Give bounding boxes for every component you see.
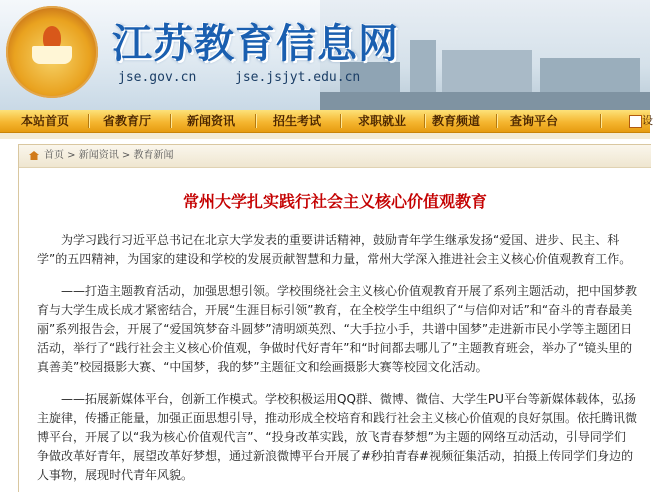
site-domain-secondary: jse.jsjyt.edu.cn [235, 70, 361, 85]
breadcrumb-text[interactable]: 首页 > 新闻资讯 > 教育新闻 [44, 150, 174, 161]
article-paragraph: 为学习践行习近平总书记在北京大学发表的重要讲话精神，鼓励青年学生继承发扬“爱国、进步、民主、科学”的五四精神，为国家的建设和学校的发展贡献智慧和力量，常州大学深入推进社会主义核心价值观教育工作。 [37, 233, 632, 266]
set-homepage-link[interactable]: 设 [626, 110, 650, 132]
breadcrumb [19, 145, 651, 168]
nav-item-news[interactable]: 新闻资讯 [186, 114, 235, 128]
nav-shadow-strip [0, 133, 650, 139]
nav-item-admissions[interactable]: 招生考试 [272, 114, 321, 128]
nav-item-jobs[interactable]: 求职就业 [357, 114, 406, 128]
article-paragraph: ——打造主题教育活动，加强思想引领。学校围绕社会主义核心价值观教育开展了系列主题活动，把中国梦教育与大学生成长成才紧密结合，开展“生涯目标引领”教育，在全校学生中组织了“与信仰对话”和“奋斗的青春最美丽”系列报告会，开展了“爱国筑梦奋斗圆梦”清明颂英烈、“大手拉小手，共谱中国梦”走进新市民小学等主题团日活动，举行了“践行社会主义核心价值观，争做时代好青年”和“时间都去哪儿了”主题教育班会，举办了“镜头里的真善美”校园摄影大赛、“中国梦，我的梦”主题征文和绘画摄影大赛等校园文化活动。 [37, 284, 638, 374]
site-header [0, 0, 650, 110]
nav-item-education-dept[interactable]: 省教育厅 [102, 114, 151, 128]
site-title[interactable]: 江苏教育信息网 [112, 20, 399, 67]
site-domain-primary: jse.gov.cn [118, 70, 197, 85]
homepage-icon [629, 115, 642, 128]
article-body [37, 231, 637, 498]
main-nav [0, 110, 653, 133]
seal-logo-icon[interactable] [6, 6, 98, 98]
article-title: 常州大学扎实践行社会主义核心价值观教育 [182, 192, 487, 211]
nav-item-education-channel[interactable]: 教育频道 [431, 114, 480, 128]
content-frame [18, 144, 651, 492]
home-icon[interactable] [29, 151, 39, 160]
article-paragraph: ——拓展新媒体平台，创新工作模式。学校积极运用QQ群、微博、微信、大学生PU平台等新媒体载体，弘扬主旋律，传播正能量，加强正面思想引导，推动形成全校培育和践行社会主义核心价值观的良好氛围。依托腾讯微博平台，开展了以“我为核心价值观代言”、“投身改革实践，放飞青春梦想”为主题的网络互动活动，引导同学们争做改革好青年，展望改革好梦想，通过新浪微博平台开展了#秒拍青春#视频征集活动，拍摄上传同学们身边的人事物，展现时代青年风貌。 [37, 392, 638, 482]
nav-item-query-platform[interactable]: 查询平台 [509, 114, 558, 128]
nav-item-home[interactable]: 本站首页 [20, 114, 69, 128]
